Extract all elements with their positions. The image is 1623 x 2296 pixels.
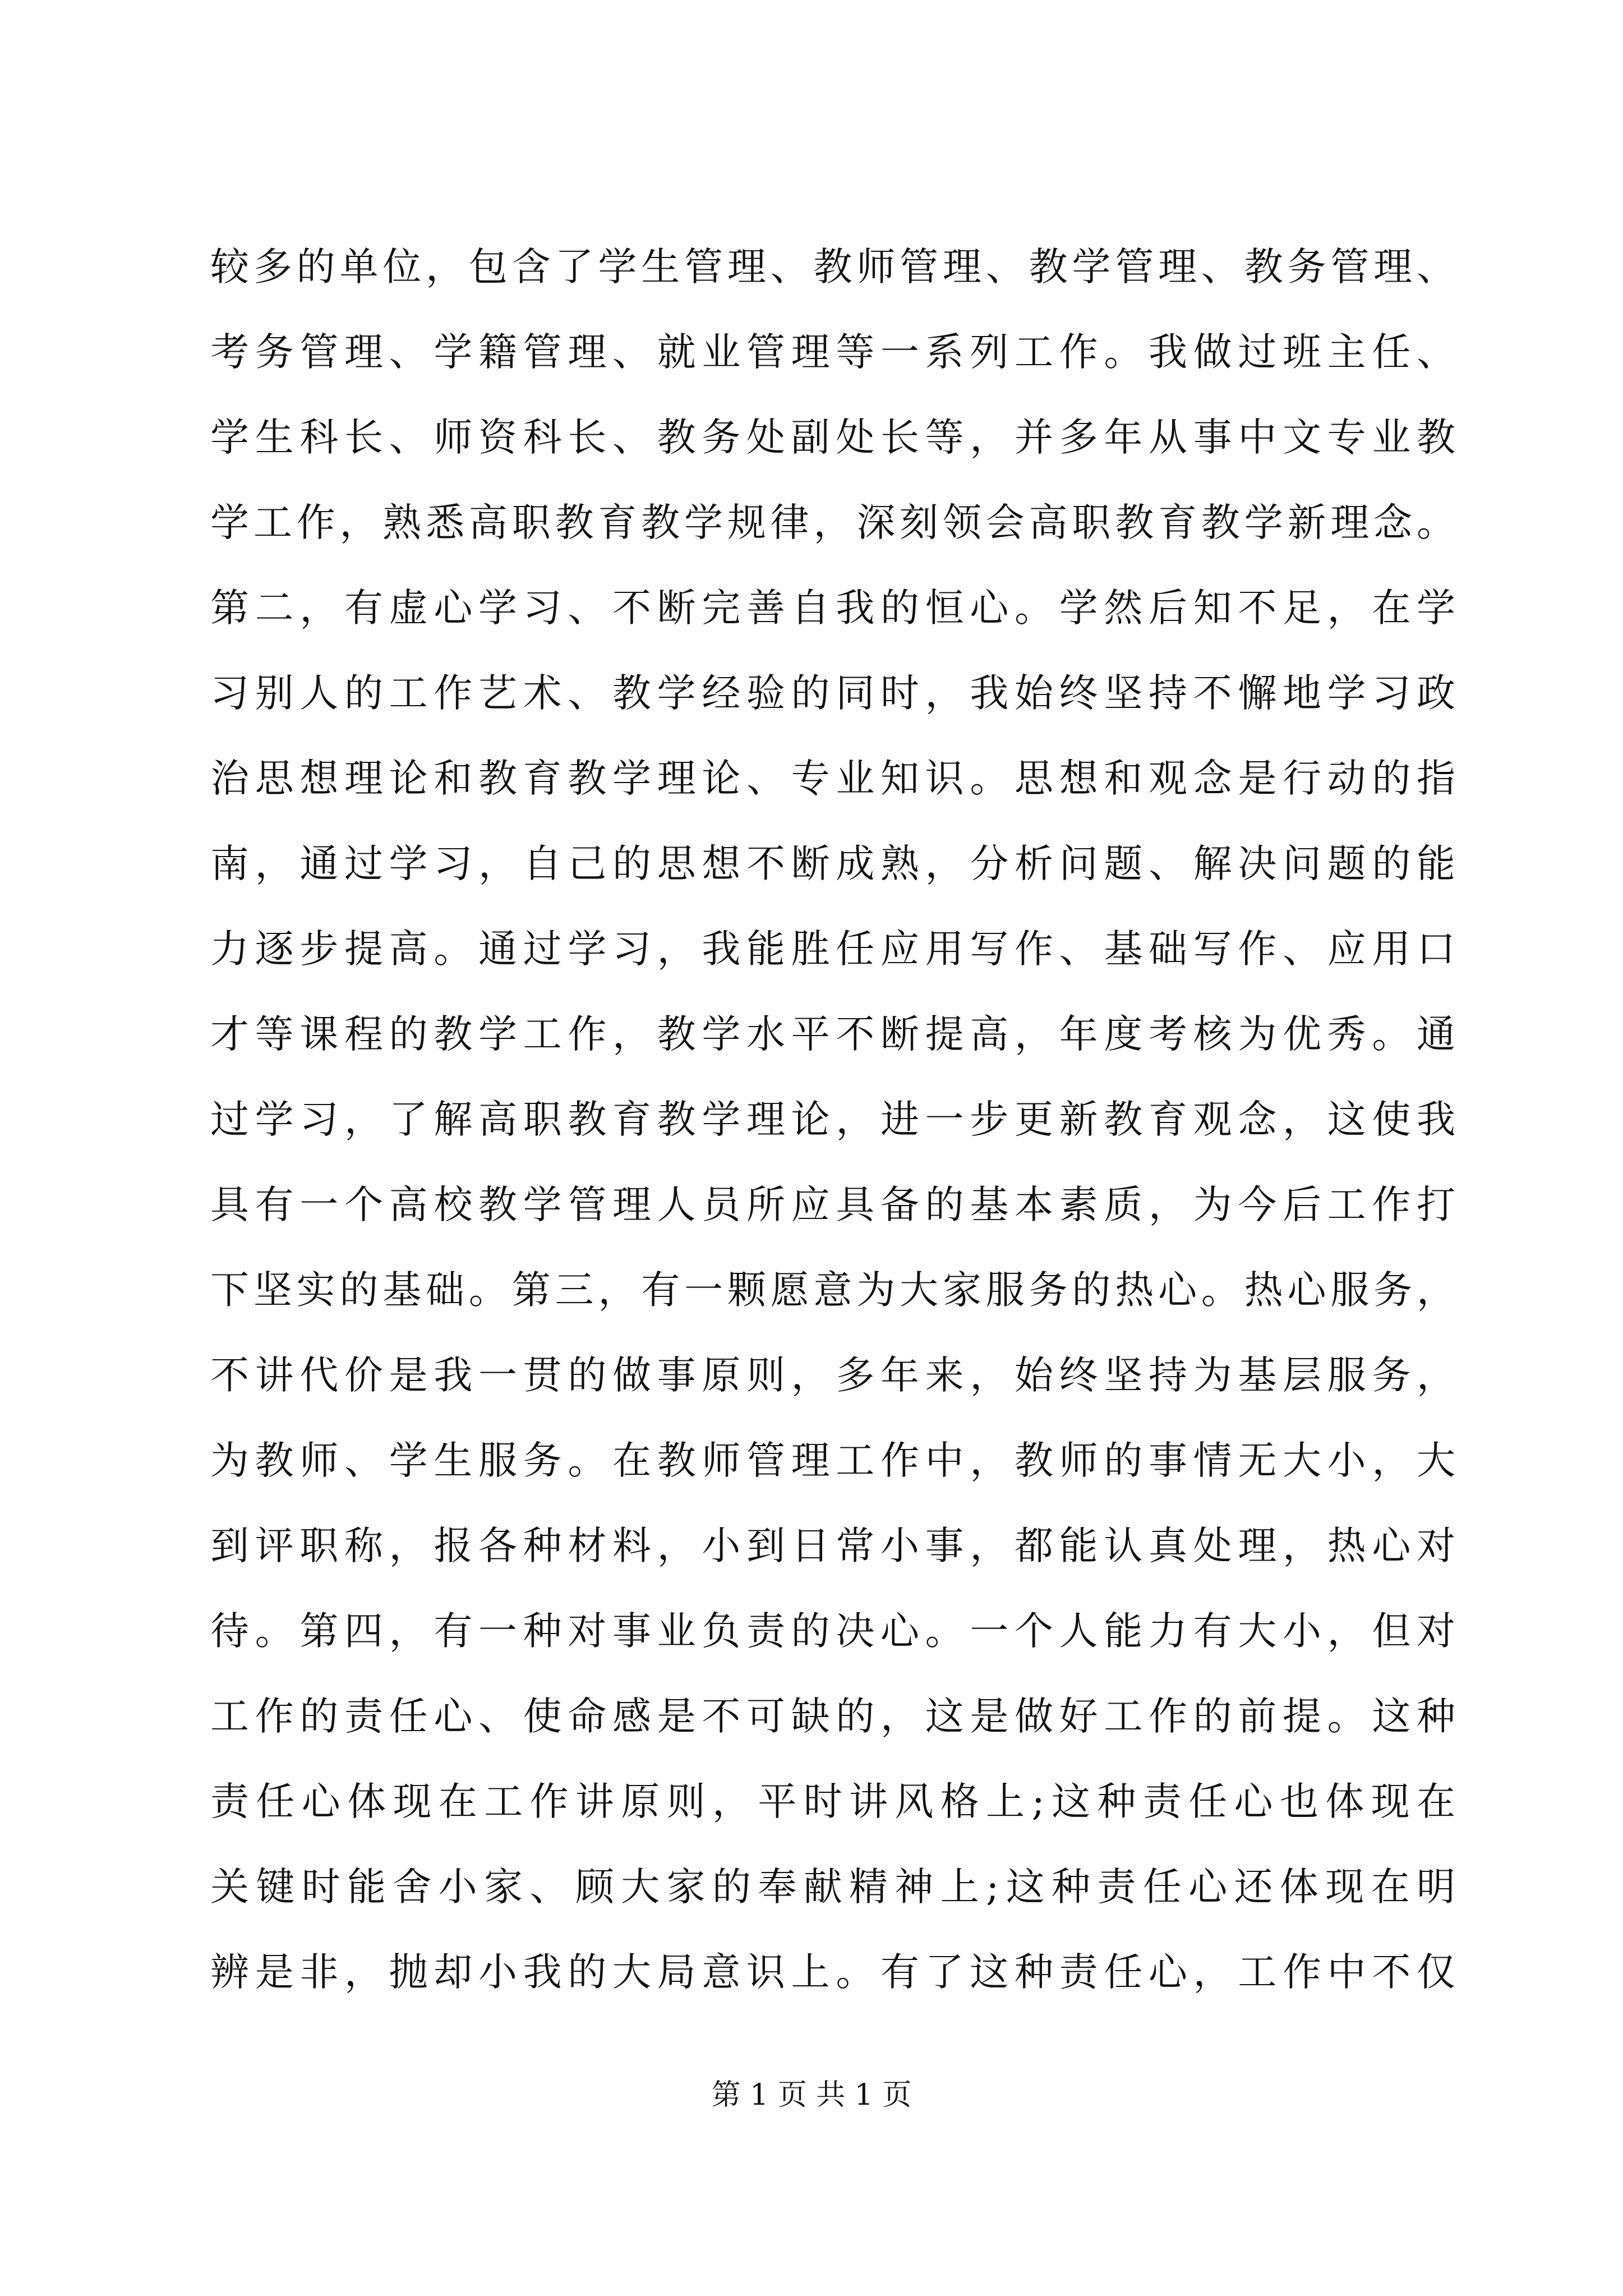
text-line: 下坚实的基础。第三，有一颗愿意为大家服务的热心。热心服务， [210,1268,1455,1313]
text-line: 过学习，了解高职教育教学理论，进一步更新教育观念，这使我 [210,1097,1455,1142]
text-line: 关键时能舍小家、顾大家的奉献精神上;这种责任心还体现在明 [210,1865,1455,1910]
text-line: 学生科长、师资科长、教务处副处长等，并多年从事中文专业教 [210,415,1455,460]
text-line: 到评职称，报各种材料，小到日常小事，都能认真处理，热心对 [210,1524,1455,1568]
text-line: 第二，有虚心学习、不断完善自我的恒心。学然后知不足，在学 [210,586,1455,631]
text-line: 考务管理、学籍管理、就业管理等一系列工作。我做过班主任、 [210,330,1455,375]
text-line: 辨是非，抛却小我的大局意识上。有了这种责任心，工作中不仅 [210,1950,1455,1995]
text-line: 才等课程的教学工作，教学水平不断提高，年度考核为优秀。通 [210,1012,1455,1057]
text-line: 较多的单位，包含了学生管理、教师管理、教学管理、教务管理、 [210,245,1455,289]
text-line: 具有一个高校教学管理人员所应具备的基本素质，为今后工作打 [210,1182,1455,1227]
text-line: 不讲代价是我一贯的做事原则，多年来，始终坚持为基层服务， [210,1353,1455,1398]
text-line: 待。第四，有一种对事业负责的决心。一个人能力有大小，但对 [210,1609,1455,1654]
text-line: 南，通过学习，自己的思想不断成熟，分析问题、解决问题的能 [210,841,1455,886]
text-line: 为教师、学生服务。在教师管理工作中，教师的事情无大小，大 [210,1438,1455,1483]
text-line: 治思想理论和教育教学理论、专业知识。思想和观念是行动的指 [210,756,1455,801]
text-line: 工作的责任心、使命感是不可缺的，这是做好工作的前提。这种 [210,1694,1455,1739]
text-line: 力逐步提高。通过学习，我能胜任应用写作、基础写作、应用口 [210,927,1455,972]
body-text [210,224,1455,2015]
text-line: 学工作，熟悉高职教育教学规律，深刻领会高职教育教学新理念。 [210,500,1455,545]
text-line: 责任心体现在工作讲原则，平时讲风格上;这种责任心也体现在 [210,1779,1455,1824]
text-line: 习别人的工作艺术、教学经验的同时，我始终坚持不懈地学习政 [210,671,1455,716]
page-number-footer: 第 1 页 共 1 页 [711,2078,912,2112]
